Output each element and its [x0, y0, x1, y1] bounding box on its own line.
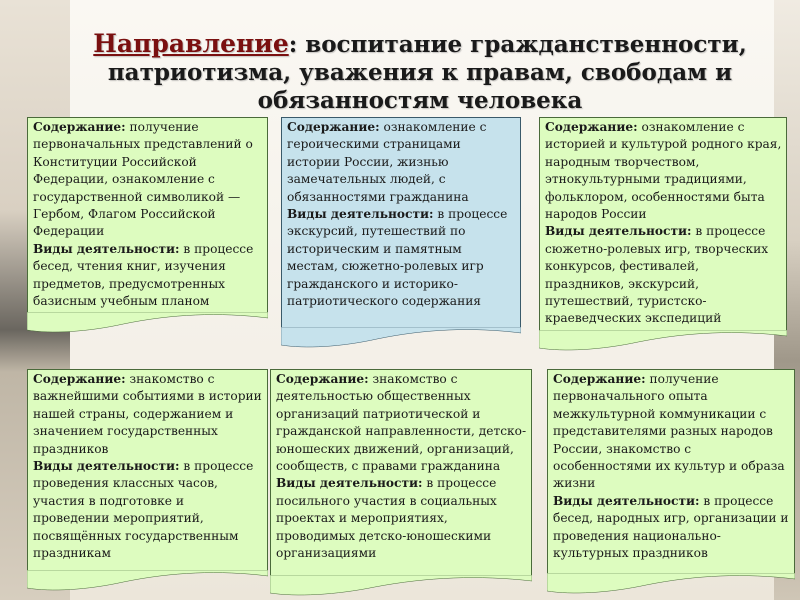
content-label: Содержание:	[553, 372, 646, 386]
activity-text: в процессе бесед, народных игр, организации и проведения национально-культурных праздников	[553, 493, 789, 561]
card-content	[33, 119, 263, 241]
content-label: Содержание:	[33, 120, 126, 134]
activity-label: Виды деятельности:	[287, 207, 434, 222]
content-text: ознакомление с историей и культурой родного края, народным творчеством, этнокультурными традициями, фольклором, особенностями быта народов России	[545, 120, 782, 222]
card-state-holidays	[27, 369, 268, 572]
content-label: Содержание:	[287, 120, 380, 134]
content-text: получение первоначального опыта межкультурной коммуникации с представителями разных народов России, знакомство с особенностями их культур и образа жизни	[553, 372, 785, 491]
card-content	[545, 119, 782, 223]
activity-label: Виды деятельности:	[553, 493, 700, 508]
card-activity	[276, 475, 527, 562]
card-wave-edge	[270, 575, 532, 599]
activity-text: в процессе посильного участия в социальных проектах и мероприятиях, проводимых детско-юношескими организациями	[276, 476, 497, 561]
card-activity	[287, 206, 516, 310]
content-label: Содержание:	[33, 372, 126, 386]
title-lead: Направление	[93, 30, 289, 58]
card-content	[33, 371, 263, 458]
card-wave-edge	[281, 327, 521, 351]
card-wave-edge	[27, 570, 268, 594]
activity-text: в процессе проведения классных часов, участия в подготовке и проведении мероприятий, посвящённых государственным праздникам	[33, 459, 254, 561]
card-activity	[545, 223, 782, 327]
page-title	[60, 30, 780, 116]
title-text: : воспитание гражданственности, патриотизма, уважения к правам, свободам и обязанностям человека	[107, 31, 747, 114]
activity-text: в процессе экскурсий, путешествий по историческим и памятным местам, сюжетно-ролевых игр гражданского и историко-патриотического содержания	[287, 207, 508, 309]
card-intercultural	[547, 369, 795, 575]
card-content	[553, 371, 790, 493]
activity-label: Виды деятельности:	[276, 476, 423, 491]
card-wave-edge	[539, 330, 787, 354]
content-text: ознакомление с героическими страницами истории России, жизнью замечательных людей, с обязанностями гражданина	[287, 120, 487, 204]
activity-label: Виды деятельности:	[545, 224, 692, 239]
activity-text: в процессе бесед, чтения книг, изучения предметов, предусмотренных базисным учебным планом	[33, 241, 254, 309]
card-activity	[553, 493, 790, 563]
card-wave-edge	[27, 312, 268, 336]
activity-label: Виды деятельности:	[33, 459, 180, 474]
content-label: Содержание:	[276, 372, 369, 386]
card-wave-edge	[547, 573, 795, 597]
content-label: Содержание:	[545, 120, 638, 134]
activity-text: в процессе сюжетно-ролевых игр, творческих конкурсов, фестивалей, праздников, экскурсий, путешествий, туристско-краеведческих экспедиций	[545, 224, 769, 326]
content-text: получение первоначальных представлений о Конституции Российской Федерации, ознакомление с государственной символикой — Гербом, Флагом Российской Федерации	[33, 120, 253, 239]
activity-label: Виды деятельности:	[33, 241, 180, 256]
content-text: знакомство с важнейшими событиями в истории нашей страны, содержанием и значением государственных праздников	[33, 372, 262, 456]
card-activity	[33, 241, 263, 311]
content-text: знакомство с деятельностью общественных организаций патриотической и гражданской направленности, детско-юношеских движений, организаций, сообществ, с правами гражданина	[276, 372, 527, 474]
card-content	[276, 371, 527, 475]
card-heroic-history	[281, 117, 521, 329]
card-activity	[33, 458, 263, 562]
card-public-organizations	[270, 369, 532, 577]
card-constitution	[27, 117, 268, 314]
card-content	[287, 119, 516, 206]
card-native-land	[539, 117, 787, 332]
